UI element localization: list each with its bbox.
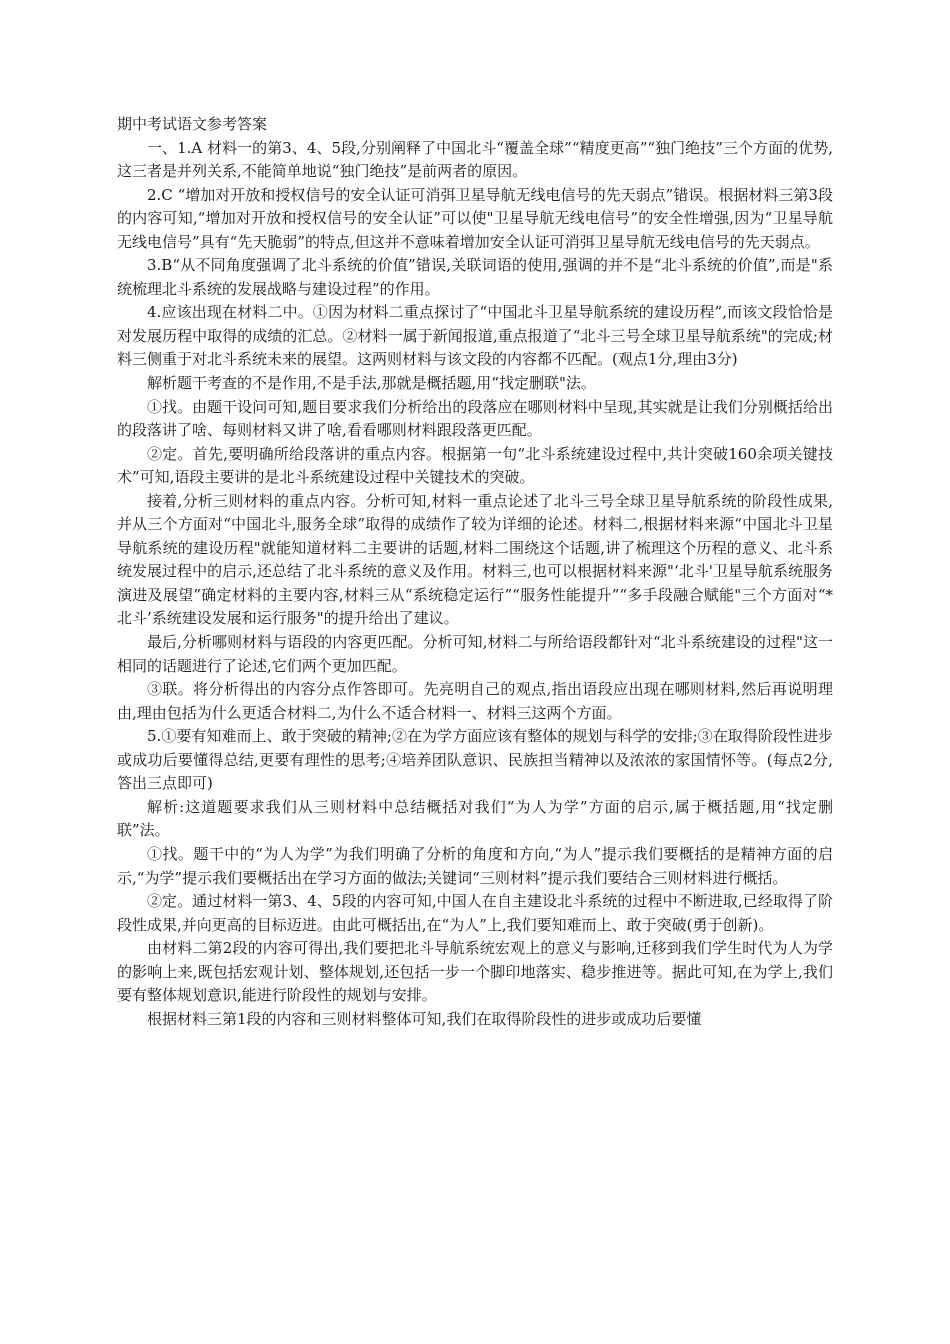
- paragraph-q4-analysis: 解析题干考查的不是作用,不是手法,那就是概括题,用“找定删联"法。: [147, 374, 596, 393]
- paragraph-q4: 4.应该出现在材料二中。①因为材料二重点探讨了“中国北斗卫星导航系统的建设历程”,而该文段恰恰是对发展历程中取得的成绩的汇总。②材料一属于新闻报道,重点报道了“北斗三号全球卫星导航系统"的完成;材料三侧重于对北斗系统未来的展望。这两则材料与该文段的内容都不匹配。(观点1分,理由3分): [117, 303, 833, 369]
- paragraph-q4-link: ③联。将分析得出的内容分点作答即可。先亮明自己的观点,指出语段应出现在哪则材料,然后再说明理由,理由包括为什么更适合材料二,为什么不适合材料一、材料三这两个方面。: [117, 680, 833, 722]
- paragraph-q4-define: ②定。首先,要明确所给段落讲的重点内容。根据第一句“北斗系统建设过程中,共计突破160余项关键技术”可知,语段主要讲的是北斗系统建设过程中关键技术的突破。: [117, 444, 833, 487]
- document-body: [117, 113, 833, 1031]
- paragraph-q5-find: ①找。题干中的“为人为学”为我们明确了分析的角度和方向,“为人”提示我们要概括的是精神方面的启示,“为学”提示我们要概括出在学习方面的做法;关键词“三则材料”提示我们要结合三则材料进行概括。: [117, 844, 833, 887]
- paragraph-q5-define: ②定。通过材料一第3、4、5段的内容可知,中国人在自主建设北斗系统的过程中不断进取,已经取得了阶段性成果,并向更高的目标迈进。由此可概括出,在“为人”上,我们要知难而上、敢于突破(勇于创新)。: [117, 892, 833, 934]
- paragraph-q3: 3.B“从不同角度强调了北斗系统的价值”错误,关联词语的使用,强调的并不是“北斗系统的价值”,而是"系统梳理北斗系统的发展战略与建设过程”的作用。: [117, 256, 833, 298]
- paragraph-q2: 2.C “增加对开放和授权信号的安全认证可消弭卫星导航无线电信号的先天弱点”错误。根据材料三第3段的内容可知,“增加对开放和授权信号的安全认证”可以使"卫星导航无线电信号”的安全性增强,因为“卫星导航无线电信号”具有“先天脆弱”的特点,但这并不意味着增加安全认证可消弭卫星导航无线电信号的先天弱点。: [117, 185, 833, 251]
- paragraph-q5-analysis: 解析:这道题要求我们从三则材料中总结概括对我们“为人为学”方面的启示,属于概括题,用“找定删联”法。: [117, 797, 833, 840]
- paragraph-q4-finally: 最后,分析哪则材料与语段的内容更匹配。分析可知,材料二与所给语段都针对“北斗系统建设的过程"这一相同的话题进行了论述,它们两个更加匹配。: [117, 633, 833, 675]
- paragraph-q5-material2: 由材料二第2段的内容可得出,我们要把北斗导航系统宏观上的意义与影响,迁移到我们学生时代为人为学的影响上来,既包括宏观计划、整体规划,还包括一步一个脚印地落实、稳步推进等。据此可知,在为学上,我们要有整体规划意识,能进行阶段性的规划与安排。: [117, 939, 833, 1005]
- paragraph-q1: 一、1.A 材料一的第3、4、5段,分别阐释了中国北斗“覆盖全球”“精度更高”“独门绝技”三个方面的优势,这三者是并列关系,不能简单地说“独门绝技”是前两者的原因。: [117, 138, 833, 181]
- paragraph-q4-next: 接着,分析三则材料的重点内容。分析可知,材料一重点论述了北斗三号全球卫星导航系统的阶段性成果,并从三个方面对“中国北斗,服务全球”取得的成绩作了较为详细的论述。材料二,根据材料来源“中国北斗卫星导航系统的建设历程"就能知道材料二主要讲的话题,材料二围绕这个话题,讲了梳理这个历程的意义、北斗系统发展过程中的启示,还总结了北斗系统的意义及作用。材料三,也可以根据材料来源"‘北斗'卫星导航系统服务演进及展望”确定材料的主要内容,材料三从“系统稳定运行”“服务性能提升”“多手段融合赋能"三个方面对“*北斗’系统建设发展和运行服务"的提升给出了建议。: [117, 491, 833, 628]
- paragraph-q4-find: ①找。由题干设问可知,题目要求我们分析给出的段落应在哪则材料中呈现,其实就是让我们分别概括给出的段落讲了啥、每则材料又讲了啥,看看哪则材料跟段落更匹配。: [117, 397, 833, 440]
- paragraph-q5: 5.①要有知难而上、敢于突破的精神;②在为学方面应该有整体的规划与科学的安排;③在取得阶段性进步或成功后要懂得总结,更要有理性的思考;④培养团队意识、民族担当精神以及浓浓的家国情怀等。(每点2分,答出三点即可): [117, 727, 833, 793]
- document-title: 期中考试语文参考答案: [117, 115, 268, 133]
- paragraph-q5-material3: 根据材料三第1段的内容和三则材料整体可知,我们在取得阶段性的进步或成功后要懂: [147, 1009, 702, 1028]
